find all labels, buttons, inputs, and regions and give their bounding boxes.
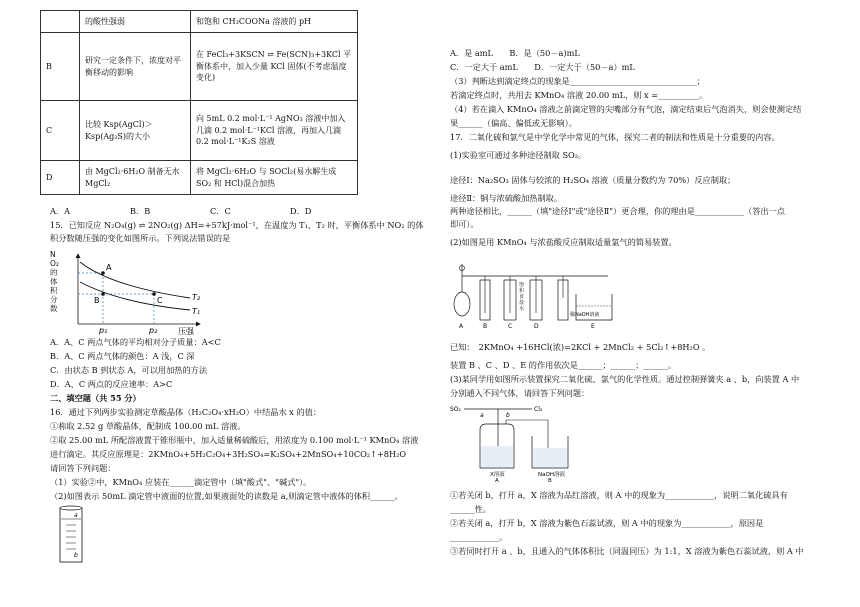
q17-equation: 已知： 2KMnO₄ +16HCl(浓)=2KCl + 2MnCl₂ + 5Cl₂↑+8H₂O 。	[450, 342, 711, 352]
row-label: B	[41, 33, 80, 101]
q16-opt-ab: A．是 amL B．是（50－a)mL	[450, 48, 580, 58]
option-d: D．D	[290, 206, 312, 216]
burette-figure	[52, 505, 92, 565]
row-operation: 向 5mL 0.2 mol·L⁻¹ AgNO₃ 溶液中加入几滴 0.2 mol·L⁻¹KCl 溶液，再加入几滴 0.2 mol·L⁻¹K₂S 溶液	[191, 101, 358, 161]
q17-part3: (3)某同学用如图所示装置探究二氧化硫、氯气的化学性质。通过控制弹簧夹 a 、b，向装置 A 中	[450, 374, 800, 384]
option-a: A．A	[50, 206, 71, 216]
q15-option-c: C．由状态 B 到状态 A，可以用加热的方法	[50, 365, 208, 375]
q16-q4: （4）若在滴入 KMnO₄ 溶液之前滴定管的尖嘴部分有气泡，滴定结束后气泡消失，则会使测定结	[450, 104, 802, 114]
q16-step2: ②取 25.00 mL 所配溶液置于锥形瓶中，加入适量稀硫酸后，用浓度为 0.100 mol·L⁻¹ KMnO₄ 溶液	[50, 435, 419, 445]
beaker-b-label: B	[548, 478, 552, 482]
label-p2: p₂	[149, 326, 158, 335]
table-row	[41, 101, 358, 161]
q17-part2: (2)如图是用 KMnO₄ 与浓盐酸反应制取适量氯气的简易装置。	[450, 237, 677, 247]
apparatus-2	[450, 402, 590, 482]
q16-q2: （2)如图表示 50mL 滴定管中液面的位置,如果液面处的读数是 a,则滴定管中液体的体积______。	[50, 491, 403, 501]
burette-label-a: a	[74, 512, 78, 519]
row-purpose: 由 MgCl₂·6H₂O 制备无水 MgCl₂	[80, 161, 191, 195]
x-solution-label: X溶液	[490, 472, 505, 478]
q17-route2: 途径Ⅱ：铜与浓硫酸加热制取。	[450, 193, 563, 203]
burette-label-b: b	[74, 552, 78, 559]
q17-part1: (1)实验室可通过多种途径制取 SO₂。	[450, 150, 587, 160]
naoh-solution-label: NaOH溶液	[538, 472, 565, 478]
q15-stem-cont: 积分数随压强的变化如图所示。下列说法错误的是	[50, 233, 231, 243]
q16-opt-cd: C．一定大于 amL D．一定大于（50－a）mL	[450, 62, 635, 72]
q17-route1: 途径Ⅰ：Na₂SO₃ 固体与较浓的 H₂SO₄ 溶液（质量分数约为 70%）反应制取；	[450, 175, 736, 185]
label-d: D	[534, 323, 539, 330]
experiment-table	[40, 10, 358, 195]
q17-bcde: 装置 B 、C 、D 、E 的作用依次是______；______；______。	[450, 360, 677, 370]
left-column	[40, 0, 424, 559]
q17-c3: ③若同时打开 a 、b，且通入的气体体积比（同温同压）为 1:1，X 溶液为紫色石蕊试液，则 A 中	[450, 546, 804, 556]
label-e: E	[591, 323, 595, 330]
q16-q3b: 若滴定终点时，共用去 KMnO₄ 溶液 20.00 mL，则 x =__________。	[450, 90, 708, 100]
label-t1: T₁	[192, 307, 201, 316]
point-c	[152, 292, 156, 296]
q17-c1-cont: ______性。	[450, 504, 491, 514]
apparatus-1	[450, 258, 620, 330]
brine-label: 饱和食盐水	[519, 282, 525, 312]
table-row	[41, 11, 358, 33]
clamp-b-label: b	[506, 412, 510, 419]
clamp-a-label: a	[480, 412, 484, 419]
q15-option-d: D．A、C 两点的反应速率：A>C	[50, 379, 173, 389]
q15-option-a: A．A、C 两点气体的平均相对分子质量：A<C	[50, 337, 221, 347]
point-a	[101, 271, 105, 275]
q16-q3: （3）判断达到滴定终点的现象是_______________________________；	[450, 76, 705, 86]
so2-label: SO₂	[450, 406, 461, 413]
cl2-label: Cl₂	[534, 406, 543, 413]
label-b: B	[94, 296, 100, 305]
row-operation: 和饱和 CH₃COONa 溶液的 pH	[191, 11, 358, 33]
row-purpose: 比较 Ksp(AgCl)＞Ksp(Ag₂S)的大小	[80, 101, 191, 161]
row-label	[41, 11, 80, 33]
naoh-label: 稀NaOH溶液	[570, 312, 600, 318]
q14-options	[50, 206, 380, 218]
row-purpose: 研究一定条件下，浓度对平衡移动的影响	[80, 33, 191, 101]
q17-c2-cont: ____________。	[450, 532, 508, 542]
row-label: C	[41, 101, 80, 161]
q16-stem: 16．通过下列两步实验测定草酸晶体（H₂C₂O₄·xH₂O）中结晶水 x 的值：	[50, 407, 322, 417]
label-t2: T₂	[192, 293, 201, 302]
q17-compare: 两种途径相比，______（填"途径Ⅰ"或"途径Ⅱ"）更合理，你的理由是____________（答出一点	[450, 206, 785, 216]
section-heading: 二、填空题（共 55 分）	[50, 393, 141, 403]
label-a: A	[106, 263, 112, 272]
point-b	[101, 292, 105, 296]
x-axis-label: 压强	[178, 327, 194, 336]
label-b: B	[483, 323, 488, 330]
q17-c2: ②若关闭 a，打开 b，X 溶液为紫色石蕊试液，则 A 中的现象为____________，原因是	[450, 518, 764, 528]
q16-ask: 请回答下列问题：	[50, 463, 116, 473]
label-c: C	[157, 296, 163, 305]
q16-q1: （1）实验②中，KMnO₄ 应装在______滴定管中（填"酸式"、"碱式"）。	[50, 477, 312, 487]
row-operation: 将 MgCl₂·6H₂O 与 SOCl₂(易水解生成 SO₂ 和 HCl)混合加热	[191, 161, 358, 195]
q16-step1: ①称取 2.52 g 草酸晶体，配制成 100.00 mL 溶液。	[50, 421, 246, 431]
table-row	[41, 33, 358, 101]
q17-part3-cont: 分别通入不同气体，请回答下列问题：	[450, 388, 590, 398]
option-b: B．B	[130, 206, 151, 216]
row-purpose: 的酸性强弱	[80, 11, 191, 33]
curve-t2	[80, 262, 190, 298]
option-c: C．C	[210, 206, 231, 216]
q15-stem: 15．已知反应 N₂O₄(g) ⇌ 2NO₂(g) ΔH=+57kJ·mol⁻¹，在温度为 T₁、T₂ 时，平衡体系中 NO₂ 的体	[50, 220, 424, 230]
row-label: D	[41, 161, 80, 195]
table-row	[41, 161, 358, 195]
q16-q4b: 果______（偏高、偏低或无影响）。	[450, 118, 577, 128]
label-p1: p₁	[99, 326, 108, 335]
row-operation: 在 FeCl₃+3KSCN ⇌ Fe(SCN)₃+3KCl 平衡体系中，加入少量 KCl 固体(不考虑温度变化)	[191, 33, 358, 101]
q15-graph	[50, 248, 220, 336]
q17-compare-cont: 即可）。	[450, 219, 479, 229]
q17-stem: 17．二氧化硫和氯气是中学化学中常见的气体，探究二者的制法和性质是十分重要的内容。	[450, 132, 780, 142]
label-a: A	[459, 323, 464, 330]
bottle-a-label: A	[495, 478, 499, 482]
q16-equation: 进行滴定。其反应原理是：2KMnO₄+5H₂C₂O₄+3H₂SO₄=K₂SO₄+2MnSO₄+10CO₂↑+8H₂O	[50, 449, 407, 459]
q15-option-b: B．A、C 两点气体的颜色：A 浅，C 深	[50, 351, 195, 361]
label-c: C	[508, 323, 513, 330]
q17-c1: ①若关闭 b，打开 a，X 溶液为品红溶液，则 A 中的现象为____________，说明二氧化硫具有	[450, 490, 788, 500]
y-axis-label: NO₂的体积分数	[50, 250, 59, 313]
